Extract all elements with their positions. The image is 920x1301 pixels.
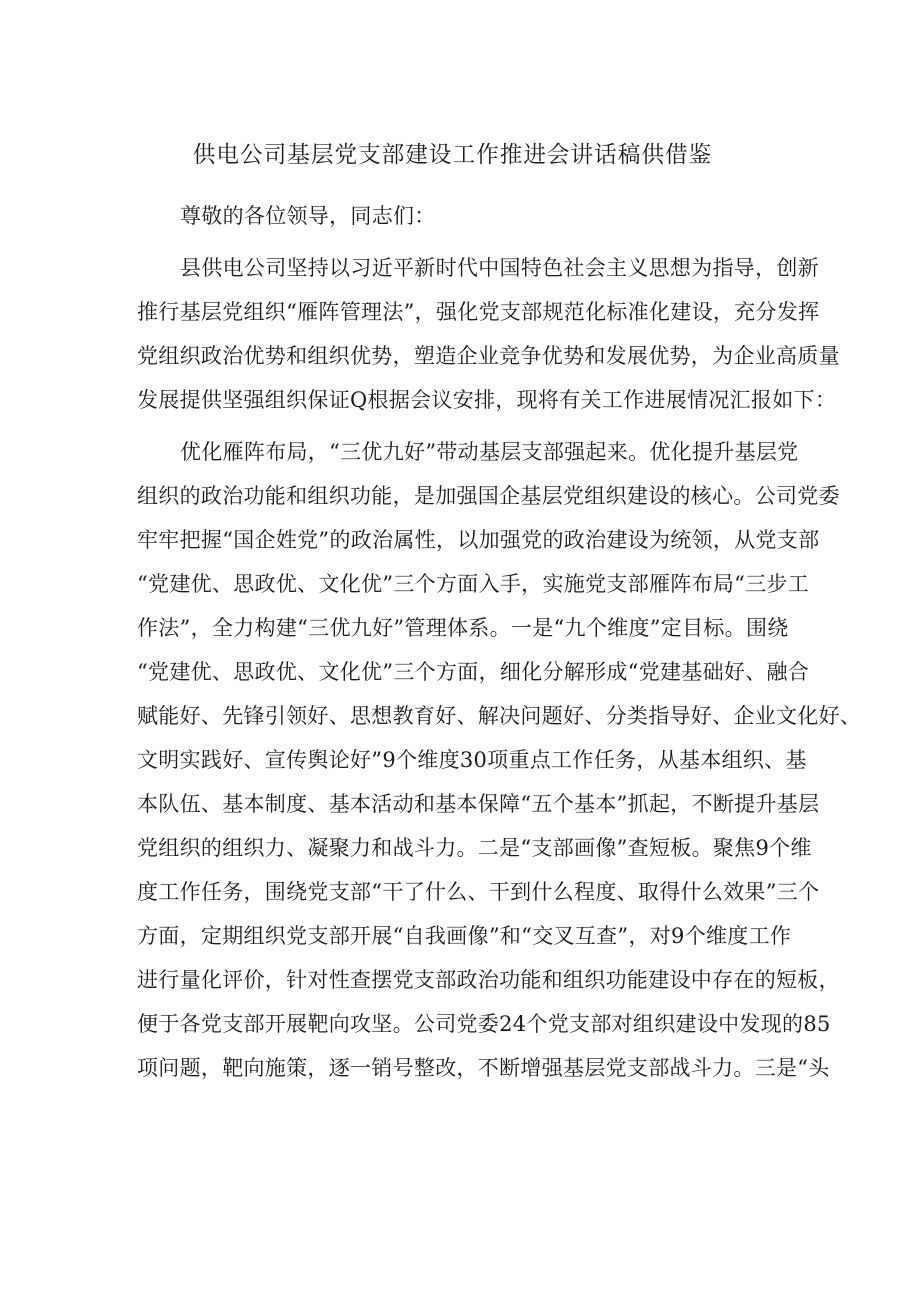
paragraph-2-line: “党建优、思政优、文化优”三个方面入手，实施党支部雁阵布局“三步工 [137,572,810,596]
paragraph-1-line: 党组织政治优势和组织优势，塑造企业竞争优势和发展优势，为企业高质量 [137,344,840,368]
paragraph-2-line: 牢牢把握“国企姓党”的政治属性，以加强党的政治建设为统领，从党支部 [137,528,820,552]
paragraph-2-line: 本队伍、基本制度、基本活动和基本保障“五个基本”抓起，不断提升基层 [137,792,820,816]
paragraph-1-line: 县供电公司坚持以习近平新时代中国特色社会主义思想为指导，创新 [180,256,819,280]
document-title: 供电公司基层党支部建设工作推进会讲话稿供借鉴 [192,142,713,168]
paragraph-2-line: 优化雁阵布局，“三优九好”带动基层支部强起来。优化提升基层党 [180,440,799,464]
paragraph-2-line: 方面，定期组织党支部开展“自我画像”和“交叉互查”，对9个维度工作 [137,924,792,948]
paragraph-2-line: “党建优、思政优、文化优”三个方面，细化分解形成“党建基础好、融合 [137,660,810,684]
paragraph-2-line: 作法”，全力构建“三优九好”管理体系。一是“九个维度”定目标。围绕 [137,616,789,640]
paragraph-2-line: 便于各党支部开展靶向攻坚。公司党委24个党支部对组织建设中发现的85 [137,1012,831,1036]
paragraph-2-line: 度工作任务，围绕党支部“干了什么、干到什么程度、取得什么效果”三个 [137,880,820,904]
paragraph-2-line: 党组织的组织力、凝聚力和战斗力。二是“支部画像”查短板。聚焦9个维 [137,836,812,860]
paragraph-1-line: 发展提供坚强组织保证Q根据会议安排，现将有关工作进展情况汇报如下： [137,388,837,412]
salutation: 尊敬的各位领导，同志们： [180,204,436,228]
paragraph-2-line: 组织的政治功能和组织功能，是加强国企基层党组织建设的核心。公司党委 [137,484,840,508]
paragraph-2-line: 进行量化评价，针对性查摆党支部政治功能和组织功能建设中存在的短板， [137,968,840,992]
paragraph-2-line: 文明实践好、宣传舆论好”9个维度30项重点工作任务，从基本组织、基 [137,748,807,772]
paragraph-2-line: 项问题，靶向施策，逐一销号整改，不断增强基层党支部战斗力。三是“头 [137,1056,830,1080]
paragraph-2-line: 赋能好、先锋引领好、思想教育好、解决问题好、分类指导好、企业文化好、 [137,704,862,728]
paragraph-1-line: 推行基层党组织“雁阵管理法”，强化党支部规范化标准化建设，充分发挥 [137,300,820,324]
